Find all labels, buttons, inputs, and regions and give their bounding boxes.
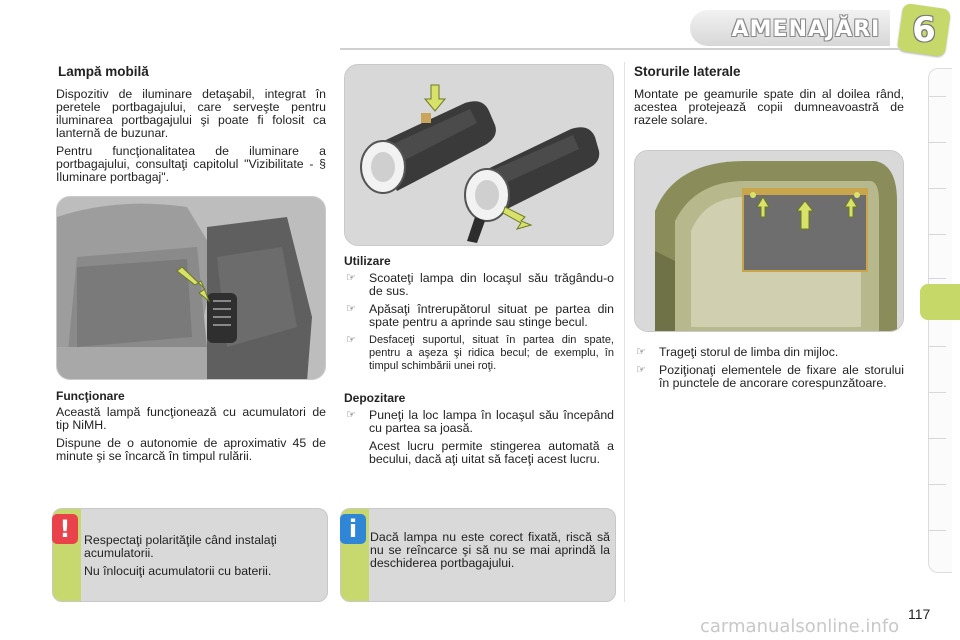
list-item: ☞ Desfaceţi suportul, situat în partea din spate, pentru a aşeza şi ridica becul; de exemplu, în timpul schimbării unei roţi.: [346, 334, 614, 372]
bullet-hand-icon: ☞: [346, 409, 356, 421]
bullet-hand-icon: ☞: [346, 272, 356, 284]
storage-followup: Acest lucru permite stingerea automată a becului, dacă aţi uitat să faceţi acest lucru.: [369, 439, 614, 466]
side-blinds-intro: Montate pe geamurile spate din al doilea rând, acestea protejează copii dumneavoastră de razele solare.: [634, 87, 904, 127]
watermark: carmanualsonline.info: [700, 616, 900, 637]
trunk-illustration: [57, 197, 326, 380]
usage-title: Utilizare: [344, 254, 391, 268]
warning-paragraph: Respectaţi polarităţile când instalaţi acumulatorii.: [84, 533, 277, 560]
warning-icon: !: [52, 514, 78, 544]
chapter-tab-7[interactable]: [928, 346, 946, 347]
storage-title: Depozitare: [344, 391, 406, 405]
chapter-number: 6: [912, 10, 936, 50]
intro-paragraph: Pentru funcţionalitatea de iluminare a portbagajului, consultaţi capitolul "Vizibilitate - § Iluminare portbagaj".: [56, 144, 326, 184]
column-divider: [624, 62, 625, 602]
chapter-tab-1[interactable]: [928, 96, 946, 97]
chapter-tab-10[interactable]: [928, 484, 946, 485]
chapter-tabs: [928, 68, 952, 573]
list-item: ☞ Apăsaţi întrerupătorul situat pe partea din spate pentru a aprinde sau stinge becul.: [346, 302, 614, 329]
functioning-text: [56, 406, 326, 468]
side-blind-illustration: [634, 150, 904, 332]
section-title-mobile-lamp: Lampă mobilă: [58, 64, 149, 79]
functioning-title: Funcţionare: [56, 389, 125, 403]
section-title-side-blinds: Storurile laterale: [634, 64, 741, 79]
chapter-tab-5[interactable]: [928, 278, 946, 279]
chapter-tab-9[interactable]: [928, 438, 946, 439]
bullet-hand-icon: ☞: [636, 346, 646, 358]
warning-paragraph: Nu înlocuiţi acumulatorii cu baterii.: [84, 564, 272, 578]
header-divider: [340, 48, 900, 50]
door-blind-drawing: [635, 151, 904, 332]
info-text: Dacă lampa nu este corect fixată, riscă să nu se reîncarce şi să nu se mai aprindă la deschiderea portbagajului.: [370, 530, 610, 570]
bullet-hand-icon: ☞: [346, 334, 356, 346]
lamp-drawing: [345, 65, 614, 246]
functioning-paragraph: Această lampă funcţionează cu acumulatori de tip NiMH.: [56, 405, 326, 432]
chapter-tab-8[interactable]: [928, 392, 946, 393]
bullet-hand-icon: ☞: [636, 364, 646, 376]
list-item: ☞ Poziţionaţi elementele de fixare ale storului în punctele de ancorare corespunzătoare.: [636, 363, 904, 390]
chapter-tab-2[interactable]: [928, 142, 946, 143]
warning-text: [84, 534, 320, 583]
lamp-illustration: [344, 64, 614, 246]
mobile-lamp-intro: [56, 88, 326, 189]
page-number: 117: [908, 606, 931, 622]
functioning-paragraph: Dispune de o autonomie de aproximativ 45 de minute şi se încarcă în timpul rulării.: [56, 436, 326, 463]
list-item: ☞ Scoateţi lampa din locaşul său trăgându-o de sus.: [346, 271, 614, 298]
storage-list: [344, 409, 614, 471]
side-blinds-list: [634, 346, 904, 395]
chapter-tab-11[interactable]: [928, 530, 946, 531]
intro-paragraph: Dispozitiv de iluminare detaşabil, integrat în peretele portbagajului, care serveşte pentru iluminarea portbagajului şi poate fi folosit ca lanternă de buzunar.: [56, 87, 326, 140]
chapter-tab-3[interactable]: [928, 188, 946, 189]
info-icon: i: [340, 514, 366, 544]
page-title: AMENAJĂRI: [731, 17, 881, 42]
chapter-tab-4[interactable]: [928, 234, 946, 235]
list-item: ☞ Trageţi storul de limba din mijloc.: [636, 345, 839, 359]
bullet-hand-icon: ☞: [346, 303, 356, 315]
list-item: ☞ Puneţi la loc lampa în locaşul său începând cu partea sa joasă.: [346, 408, 614, 435]
chapter-tab-active[interactable]: [920, 284, 960, 320]
usage-list: [344, 272, 614, 378]
trunk-lamp-illustration: [56, 196, 326, 380]
